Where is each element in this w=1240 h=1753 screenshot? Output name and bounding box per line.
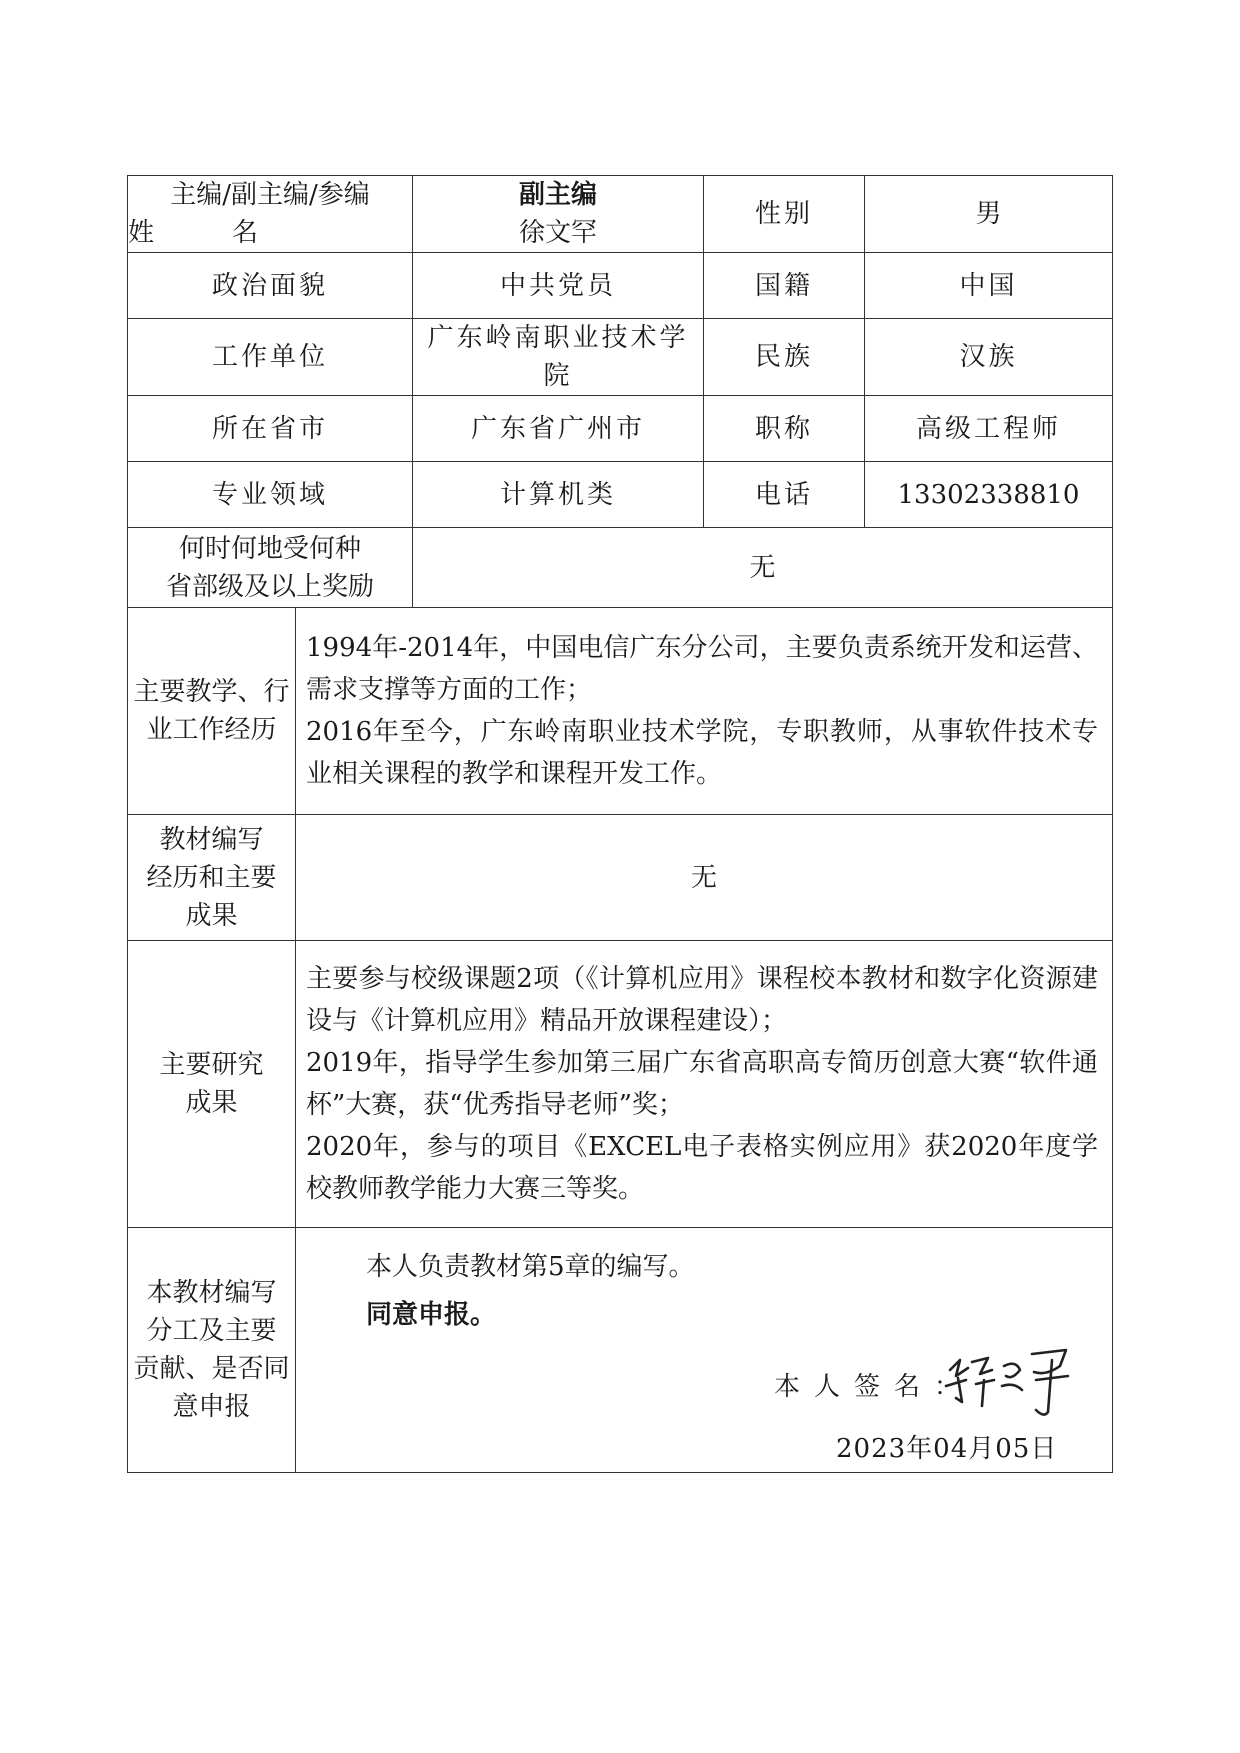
row-experience bbox=[128, 608, 1113, 815]
row-employer bbox=[128, 319, 1113, 396]
row-field bbox=[128, 462, 1113, 528]
row-location bbox=[128, 396, 1113, 462]
research-label-line1: 主要研究 bbox=[159, 1050, 264, 1080]
phone-value: 13302338810 bbox=[865, 462, 1113, 528]
contribution-label-line3: 贡献、是否同 bbox=[133, 1354, 290, 1384]
contribution-label-line2: 分工及主要 bbox=[146, 1316, 277, 1346]
employer-value: 广东岭南职业技术学院 bbox=[413, 319, 704, 396]
experience-label-cell bbox=[128, 608, 296, 815]
label-name-cell bbox=[128, 176, 413, 253]
row-political bbox=[128, 253, 1113, 319]
contribution-label-line4: 意申报 bbox=[172, 1392, 251, 1422]
nationality-label: 国籍 bbox=[704, 253, 865, 319]
contribution-label-line1: 本教材编写 bbox=[146, 1278, 277, 1308]
row-research bbox=[128, 941, 1113, 1228]
gender-label: 性别 bbox=[704, 176, 865, 253]
field-label: 专业领域 bbox=[128, 462, 413, 528]
textbook-label-cell bbox=[128, 815, 296, 941]
signature-date: 2023年04月05日 bbox=[836, 1434, 1058, 1464]
contribution-label-cell bbox=[128, 1228, 296, 1473]
research-label-cell bbox=[128, 941, 296, 1228]
research-para-3: 2020年，参与的项目《EXCEL电子表格实例应用》获2020年度学校教师教学能力大赛三等奖。 bbox=[306, 1132, 1098, 1204]
signature-label: 本人签名： bbox=[774, 1372, 975, 1402]
contribution-content bbox=[296, 1228, 1113, 1473]
gender-value: 男 bbox=[865, 176, 1113, 253]
experience-label-line1: 主要教学、行 bbox=[133, 677, 290, 707]
experience-para-1: 1994年-2014年，中国电信广东分公司，主要负责系统开发和运营、需求支撑等方面的工作； bbox=[306, 633, 1098, 705]
row-awards bbox=[128, 528, 1113, 608]
title-label: 职称 bbox=[704, 396, 865, 462]
experience-para-2: 2016年至今，广东岭南职业技术学院，专职教师，从事软件技术专业相关课程的教学和课程开发工作。 bbox=[306, 717, 1098, 789]
label-name-char1: 姓 bbox=[128, 218, 232, 248]
political-value: 中共党员 bbox=[413, 253, 704, 319]
location-value: 广东省广州市 bbox=[413, 396, 704, 462]
research-content bbox=[296, 941, 1113, 1228]
label-name-char2: 名 bbox=[231, 218, 258, 248]
title-value: 高级工程师 bbox=[865, 396, 1113, 462]
research-label-line2: 成果 bbox=[185, 1088, 238, 1118]
ethnicity-label: 民族 bbox=[704, 319, 865, 396]
research-para-2: 2019年，指导学生参加第三届广东省高职高专简历创意大赛“软件通杯”大赛，获“优秀指导老师”奖； bbox=[306, 1048, 1098, 1120]
awards-value: 无 bbox=[413, 528, 1113, 608]
row-name bbox=[128, 176, 1113, 253]
textbook-label-line2: 经历和主要 bbox=[146, 862, 277, 893]
row-contribution bbox=[128, 1228, 1113, 1473]
label-name-text bbox=[128, 214, 258, 252]
name-value-cell bbox=[413, 176, 704, 253]
label-role-text: 主编/副主编/参编 bbox=[170, 180, 370, 210]
employer-label: 工作单位 bbox=[128, 319, 413, 396]
textbook-label-line3: 成果 bbox=[185, 900, 238, 931]
application-form-table bbox=[127, 175, 1113, 1473]
role-value: 副主编 bbox=[518, 180, 597, 210]
row-textbook-history bbox=[128, 815, 1113, 941]
textbook-label-line1: 教材编写 bbox=[159, 824, 264, 855]
textbook-value: 无 bbox=[296, 815, 1113, 941]
location-label: 所在省市 bbox=[128, 396, 413, 462]
political-label: 政治面貌 bbox=[128, 253, 413, 319]
ethnicity-value: 汉族 bbox=[865, 319, 1113, 396]
handwritten-signature bbox=[936, 1340, 1076, 1420]
name-value: 徐文罕 bbox=[518, 218, 597, 248]
phone-label: 电话 bbox=[704, 462, 865, 528]
nationality-value: 中国 bbox=[865, 253, 1113, 319]
awards-label-line1: 何时何地受何种 bbox=[178, 533, 361, 564]
agree-statement: 同意申报。 bbox=[366, 1300, 497, 1330]
field-value: 计算机类 bbox=[413, 462, 704, 528]
experience-content bbox=[296, 608, 1113, 815]
experience-label-line2: 业工作经历 bbox=[146, 715, 277, 745]
awards-label-cell bbox=[128, 528, 413, 608]
research-para-1: 主要参与校级课题2项（《计算机应用》课程校本教材和数字化资源建设与《计算机应用》精品开放课程建设）； bbox=[306, 964, 1098, 1036]
awards-label-line2: 省部级及以上奖励 bbox=[165, 571, 374, 602]
contribution-statement: 本人负责教材第5章的编写。 bbox=[366, 1252, 695, 1282]
